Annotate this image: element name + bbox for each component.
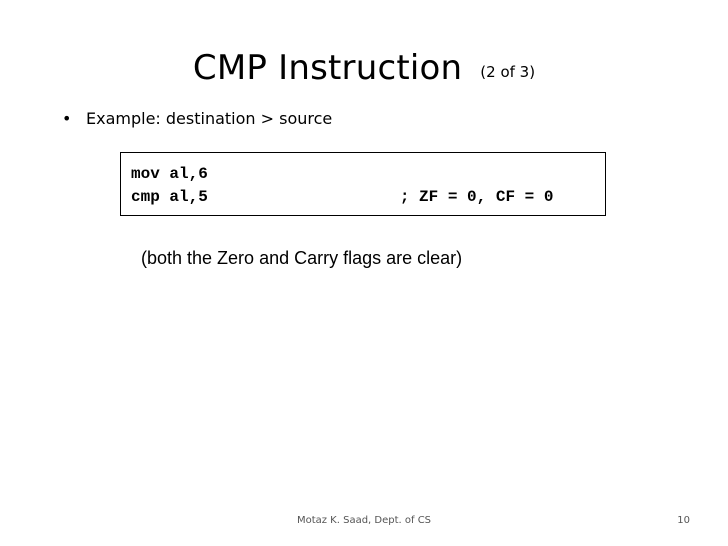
code-line: mov al,6 bbox=[131, 165, 208, 183]
code-block bbox=[120, 152, 606, 216]
bullet-text: Example: destination > source bbox=[86, 109, 333, 128]
title-subtitle: (2 of 3) bbox=[480, 63, 536, 81]
slide-title bbox=[0, 48, 728, 88]
flags-note: (both the Zero and Carry flags are clear) bbox=[141, 248, 463, 268]
bullet-marker: • bbox=[62, 109, 72, 128]
bullet-item bbox=[62, 109, 332, 128]
title-main: CMP Instruction bbox=[192, 48, 463, 88]
page-number: 10 bbox=[677, 515, 690, 526]
code-line: cmp al,5 ; ZF = 0, CF = 0 bbox=[131, 188, 554, 206]
footer-author: Motaz K. Saad, Dept. of CS bbox=[296, 515, 432, 526]
